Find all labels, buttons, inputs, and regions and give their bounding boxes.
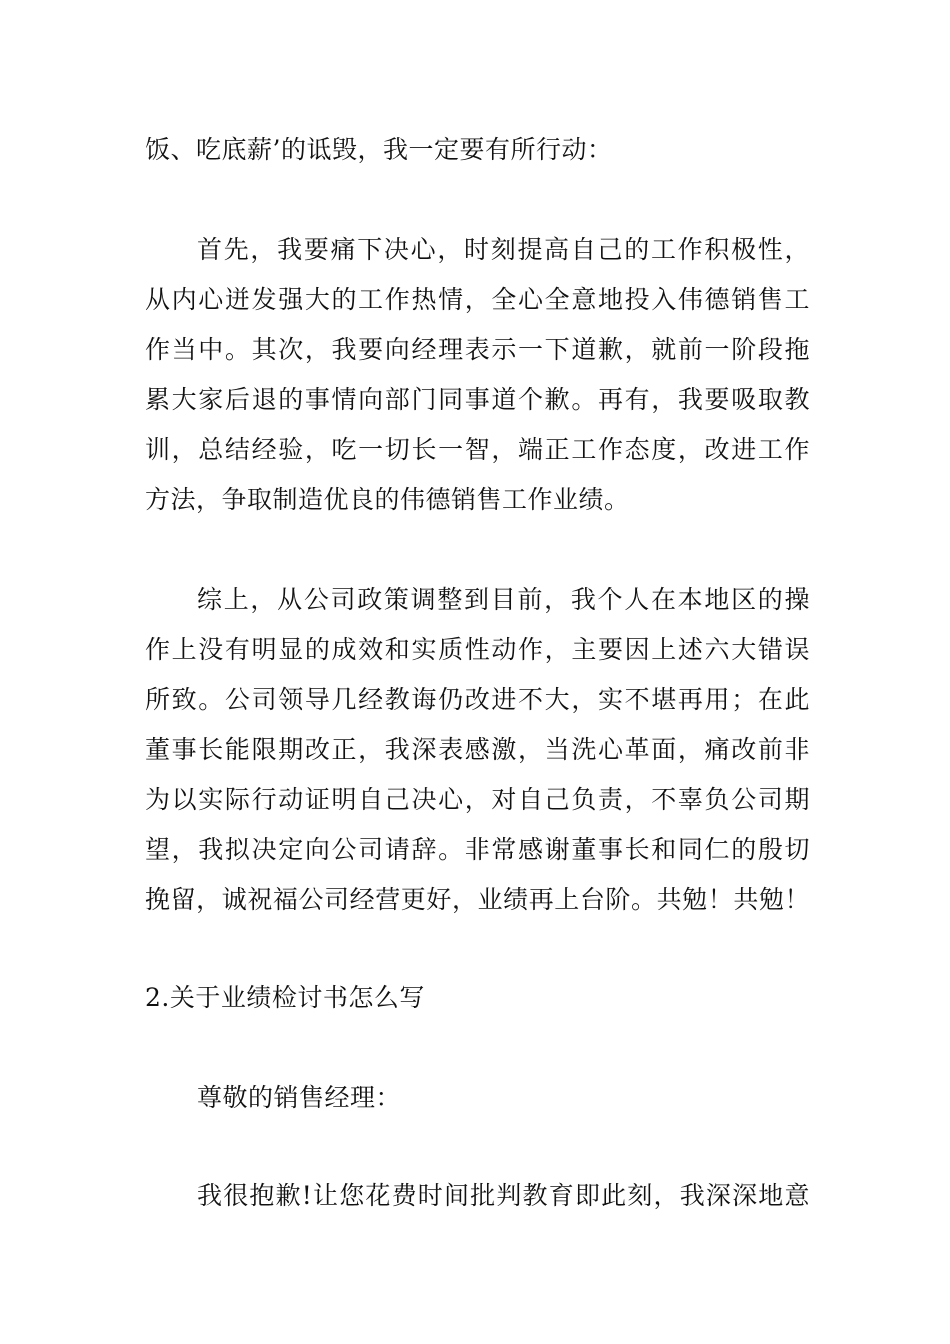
paragraph-line: 训，总结经验，吃一切长一智，端正工作态度，改进工作 — [145, 435, 810, 464]
paragraph-line: 我很抱歉!让您花费时间批判教育即此刻，我深深地意 — [197, 1181, 810, 1210]
paragraph-line: 挽留，诚祝福公司经营更好，业绩再上台阶。共勉！共勉！ — [145, 885, 810, 914]
section-heading: 2.关于业绩检讨书怎么写 — [145, 983, 425, 1012]
paragraph-line: 作当中。其次，我要向经理表示一下道歉，就前一阶段拖 — [145, 335, 810, 364]
paragraph-line: 望，我拟决定向公司请辞。非常感谢董事长和同仁的殷切 — [145, 835, 810, 864]
paragraph-line: 饭、吃底薪’的诋毁，我一定要有所行动： — [145, 135, 613, 164]
salutation: 尊敬的销售经理： — [197, 1083, 402, 1112]
paragraph-line: 从内心迸发强大的工作热情，全心全意地投入伟德销售工 — [145, 285, 810, 314]
paragraph-line: 累大家后退的事情向部门同事道个歉。再有，我要吸取教 — [145, 385, 810, 414]
paragraph-line: 首先，我要痛下决心，时刻提高自己的工作积极性， — [197, 235, 810, 264]
paragraph-line: 董事长能限期改正，我深表感激，当洗心革面，痛改前非 — [145, 735, 810, 764]
paragraph-line: 所致。公司领导几经教诲仍改进不大，实不堪再用；在此 — [145, 685, 810, 714]
paragraph-line: 作上没有明显的成效和实质性动作，主要因上述六大错误 — [145, 635, 810, 664]
paragraph-line: 为以实际行动证明自己决心，对自己负责，不辜负公司期 — [145, 785, 810, 814]
paragraph-line: 综上，从公司政策调整到目前，我个人在本地区的操 — [197, 585, 810, 614]
paragraph-line: 方法，争取制造优良的伟德销售工作业绩。 — [145, 485, 630, 514]
